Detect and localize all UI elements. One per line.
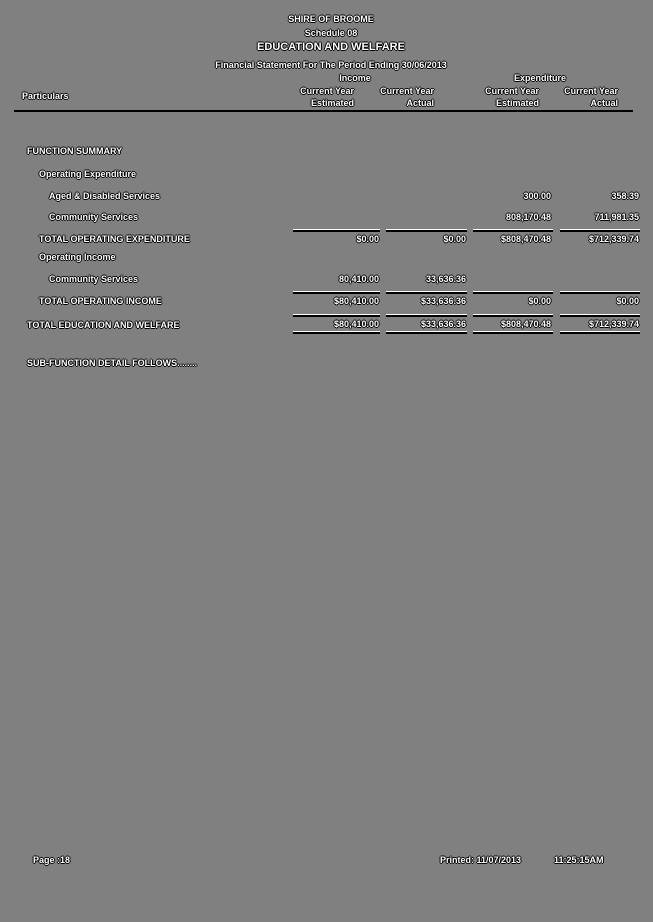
rule <box>293 229 380 232</box>
report-subtitle: Financial Statement For The Period Ending 30/06/2013 <box>215 60 447 70</box>
row-label: Community Services <box>49 212 139 222</box>
total-inc-income-actual: $33,636.36 <box>420 296 466 306</box>
col-income-estimated-l1: Current Year <box>300 86 354 96</box>
col-income-actual-l1: Current Year <box>380 86 434 96</box>
row-exp-actual: 358.39 <box>611 191 639 201</box>
rule <box>473 229 553 232</box>
double-rule <box>473 331 553 334</box>
col-expenditure-estimated-l2: Estimated <box>495 98 539 108</box>
total-exp-income-actual: $0.00 <box>443 234 466 244</box>
row-exp-estimated: 808,170.48 <box>505 212 551 222</box>
col-expenditure-actual-l2: Actual <box>590 98 618 108</box>
org-name: SHIRE OF BROOME <box>288 14 374 24</box>
col-group-income: Income <box>339 73 371 83</box>
col-income-estimated-l2: Estimated <box>310 98 354 108</box>
total-inc-expenditure-estimated: $0.00 <box>528 296 551 306</box>
rule <box>386 291 467 294</box>
row-exp-estimated: 300.00 <box>523 191 551 201</box>
row-label: Aged & Disabled Services <box>49 191 161 201</box>
double-rule <box>293 331 380 334</box>
total-inc-expenditure-actual: $0.00 <box>616 296 639 306</box>
section-title: FUNCTION SUMMARY <box>27 146 123 156</box>
total-exp-expenditure-estimated: $808,470.48 <box>500 234 551 244</box>
col-group-expenditure: Expenditure <box>513 73 567 83</box>
operating-expenditure-label: Operating Expenditure <box>39 169 137 179</box>
double-rule <box>560 331 640 334</box>
rule <box>293 314 380 317</box>
printed-time: 11:25:15AM <box>554 855 604 865</box>
header-rule <box>14 110 633 112</box>
rule <box>560 229 640 232</box>
rule <box>560 291 640 294</box>
grand-total-expenditure-estimated: $808,470.48 <box>500 319 551 329</box>
col-particulars: Particulars <box>22 91 69 101</box>
row-exp-actual: 711,981.35 <box>594 212 639 222</box>
row-income-estimated: 80,410.00 <box>338 274 379 284</box>
total-education-welfare-label: TOTAL EDUCATION AND WELFARE <box>27 320 180 330</box>
double-rule <box>386 331 467 334</box>
total-inc-income-estimated: $80,410.00 <box>333 296 379 306</box>
total-operating-expenditure-label: TOTAL OPERATING EXPENDITURE <box>39 234 190 244</box>
sub-function-follows: SUB-FUNCTION DETAIL FOLLOWS........ <box>27 358 198 368</box>
grand-total-expenditure-actual: $712,339.74 <box>588 319 639 329</box>
total-exp-expenditure-actual: $712,339.74 <box>588 234 639 244</box>
grand-total-income-estimated: $80,410.00 <box>333 319 379 329</box>
row-label: Community Services <box>49 274 139 284</box>
grand-total-income-actual: $33,636.36 <box>420 319 466 329</box>
report-title: EDUCATION AND WELFARE <box>257 41 405 53</box>
printed-date: Printed: 11/07/2013 <box>440 855 522 865</box>
rule <box>473 291 553 294</box>
rule <box>386 229 467 232</box>
rule <box>386 314 467 317</box>
col-expenditure-estimated-l1: Current Year <box>485 86 539 96</box>
col-income-actual-l2: Actual <box>406 98 434 108</box>
total-exp-income-estimated: $0.00 <box>356 234 379 244</box>
operating-income-label: Operating Income <box>39 252 116 262</box>
schedule-label: Schedule 08 <box>304 28 358 38</box>
rule <box>473 314 553 317</box>
total-operating-income-label: TOTAL OPERATING INCOME <box>39 296 162 306</box>
row-income-actual: 33,636.36 <box>425 274 466 284</box>
rule <box>293 291 380 294</box>
col-expenditure-actual-l1: Current Year <box>564 86 618 96</box>
rule <box>560 314 640 317</box>
page-number: Page :18 <box>33 855 71 865</box>
